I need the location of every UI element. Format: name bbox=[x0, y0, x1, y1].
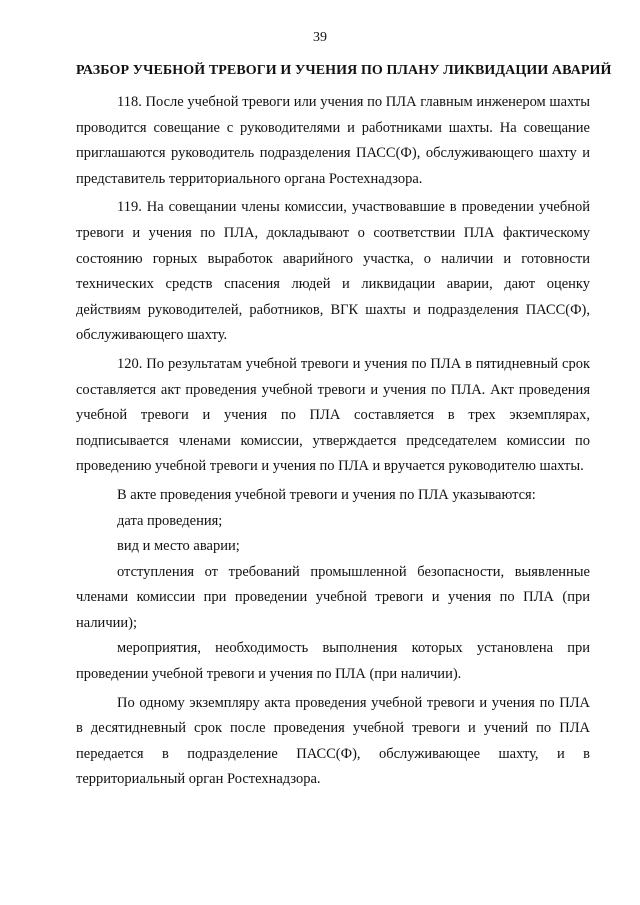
page-number: 39 bbox=[313, 30, 327, 45]
act-contents-intro: В акте проведения учебной тревоги и учения по ПЛА указываются: bbox=[117, 486, 536, 503]
list-item-measures: мероприятия, необходимость выполнения которых установлена при проведении учебной тревоги и учения по ПЛА (при наличии). bbox=[76, 640, 590, 683]
list-item-deviations: отступления от требований промышленной безопасности, выявленные членами комиссии при проведении учебной тревоги и учения по ПЛА (при наличии); bbox=[76, 563, 590, 631]
paragraph-120: 120. По результатам учебной тревоги и учения по ПЛА в пятидневный срок составляется акт проведения учебной тревоги и учения по ПЛА. Акт проведения учебной тревоги и учения по ПЛА составляется в трех экземплярах, подписывается членами комиссии, утверждается председателем комиссии по проведению учебной тревоги и учения по ПЛА и вручается руководителю шахты. bbox=[76, 355, 590, 475]
list-item-date: дата проведения; bbox=[117, 512, 223, 529]
document-body bbox=[76, 90, 590, 793]
paragraph-119: 119. На совещании члены комиссии, участвовавшие в проведении учебной тревоги и учения по ПЛА, докладывают о соответствии ПЛА фактическому состоянию горных выработок аварийного участка, о наличии и готовности технических средств спасения людей и ликвидации аварии, дают оценку действиям руководителей, работников, ВГК шахты и подразделения ПАСС(Ф), обслуживающего шахту. bbox=[76, 199, 590, 344]
list-item-accident-type: вид и место аварии; bbox=[117, 538, 240, 555]
paragraph-118: 118. После учебной тревоги или учения по ПЛА главным инженером шахты проводится совещание с руководителями и работниками шахты. На совещание приглашаются руководитель подразделения ПАСС(Ф), обслуживающего шахту и представитель территориального органа Ростехнадзора. bbox=[76, 94, 590, 187]
paragraph-act-distribution: По одному экземпляру акта проведения учебной тревоги и учения по ПЛА в десятидневный срок после проведения учебной тревоги и учений по ПЛА передается в подразделение ПАСС(Ф), обслуживающее шахту, и в территориальный орган Ростехнадзора. bbox=[76, 694, 590, 788]
section-heading: РАЗБОР УЧЕБНОЙ ТРЕВОГИ И УЧЕНИЯ ПО ПЛАНУ ЛИКВИДАЦИИ АВАРИЙ bbox=[76, 63, 612, 78]
